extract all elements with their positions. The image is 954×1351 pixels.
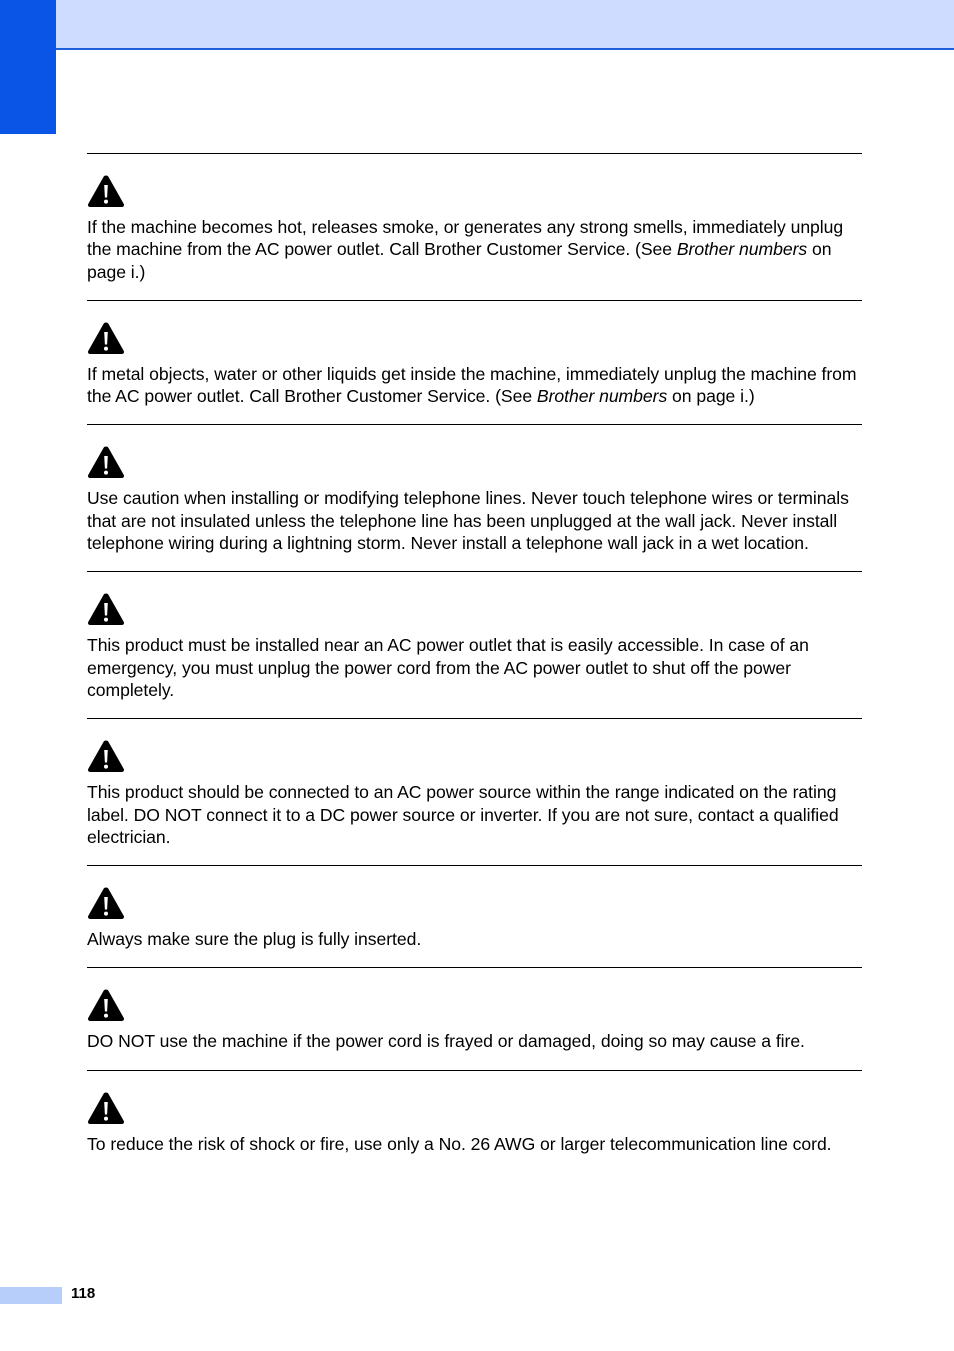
- warning-text-reference: Brother numbers: [676, 239, 808, 260]
- warning-triangle-icon: [87, 592, 125, 626]
- warning-block: [87, 153, 862, 300]
- warning-block: [87, 967, 862, 1069]
- warning-text-reference: Brother numbers: [536, 386, 668, 407]
- warning-triangle-icon: [87, 174, 125, 208]
- warning-text-run: To reduce the risk of shock or fire, use only a No. 26 AWG or larger telecommunication line cord.: [87, 1133, 832, 1154]
- warning-text-run: If metal objects, water or other liquids get inside the machine, immediately unplug the machine from the AC power outlet. Call Brother Customer Service. (See: [87, 363, 857, 407]
- warning-text-run: Use caution when installing or modifying telephone lines. Never touch telephone wires or terminals that are not insulated unless the telephone line has been unplugged at the wall jack. Never install telephone wiring during a lightning storm. Never install a telephone wall jack in a wet location.: [87, 488, 849, 554]
- warning-triangle-icon: [87, 739, 125, 773]
- warning-text: [87, 487, 862, 554]
- warning-text-run: This product should be connected to an AC power source within the range indicated on the rating label. DO NOT connect it to a DC power source or inverter. If you are not sure, contact a qualified electrician.: [87, 782, 839, 847]
- warning-triangle-icon: [87, 321, 125, 355]
- warning-block: [87, 718, 862, 865]
- warning-text: [87, 928, 862, 950]
- warning-text-run: Always make sure the plug is fully inserted.: [87, 929, 422, 950]
- header-band: [56, 0, 954, 50]
- warning-triangle-icon: [87, 988, 125, 1022]
- footer-band: [0, 1287, 62, 1304]
- warning-block: [87, 571, 862, 718]
- warning-text-run: This product must be installed near an AC power outlet that is easily accessible. In case of an emergency, you must unplug the power cord from the AC power outlet to shut off the power completely.: [87, 635, 809, 700]
- warning-text: [87, 363, 862, 408]
- warning-block: [87, 424, 862, 571]
- warning-triangle-icon: [87, 1091, 125, 1125]
- warning-text: [87, 1133, 862, 1155]
- chapter-tab: [0, 0, 56, 134]
- warning-triangle-icon: [87, 445, 125, 479]
- page-number: 118: [71, 1285, 96, 1302]
- warning-text: [87, 781, 862, 848]
- warning-text-run: If the machine becomes hot, releases smoke, or generates any strong smells, immediately unplug the machine from the AC power outlet. Call Brother Customer Service. (See: [87, 217, 844, 260]
- warning-text: [87, 1030, 862, 1052]
- warning-list: [87, 153, 862, 1172]
- warning-block: [87, 1070, 862, 1172]
- warning-block: [87, 300, 862, 425]
- warning-text-run: on page i.): [667, 386, 755, 407]
- warning-triangle-icon: [87, 886, 125, 920]
- warning-block: [87, 865, 862, 967]
- warning-text-run: DO NOT use the machine if the power cord is frayed or damaged, doing so may cause a fire.: [87, 1031, 805, 1052]
- warning-text: [87, 216, 862, 283]
- warning-text: [87, 634, 862, 701]
- warning-text-run: on page i.): [87, 239, 832, 282]
